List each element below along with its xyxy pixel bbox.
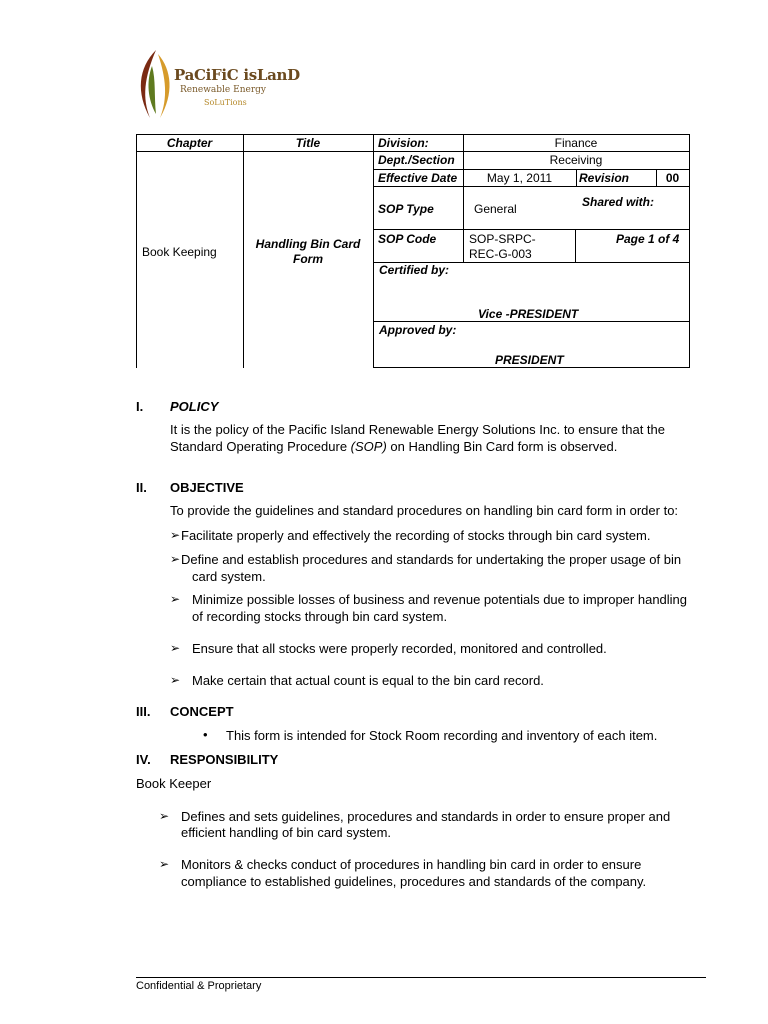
responsibility-bullet: Monitors & checks conduct of procedures in handling bin card in order to ensure — [181, 857, 642, 872]
approved-by-value: PRESIDENT — [495, 353, 564, 367]
responsibility-bullet-cont: efficient handling of bin card system. — [181, 825, 392, 840]
certified-by-label: Certified by: — [379, 263, 450, 277]
arrow-bullet-icon: ➢ — [170, 641, 181, 655]
policy-line1: It is the policy of the Pacific Island Renewable Energy Solutions Inc. to ensure that the — [170, 422, 666, 437]
rule — [689, 134, 690, 368]
revision-value: 00 — [665, 171, 680, 185]
rule — [373, 229, 690, 230]
certified-by-value: Vice -PRESIDENT — [478, 307, 579, 321]
responsibility-bullet: Defines and sets guidelines, procedures and standards in order to ensure proper and — [181, 809, 671, 824]
rule — [373, 367, 690, 368]
col-title-header: Title — [295, 136, 321, 150]
section-title-policy: POLICY — [170, 399, 219, 414]
sop-code-label: SOP Code — [378, 232, 437, 246]
rule — [575, 229, 576, 262]
logo-tagline-2: SoLuTions — [204, 98, 247, 107]
policy-line2 — [170, 438, 706, 455]
chapter-value: Book Keeping — [142, 245, 217, 259]
responsibility-role: Book Keeper — [136, 776, 212, 791]
company-logo — [136, 48, 300, 120]
revision-label: Revision — [579, 171, 630, 185]
rule — [136, 151, 373, 152]
responsibility-bullet-cont: compliance to established guidelines, procedures and standards of the company. — [181, 874, 647, 889]
approved-by-label: Approved by: — [379, 323, 457, 337]
effective-date-label: Effective Date — [378, 171, 458, 185]
logo-tagline: Renewable Energy — [180, 85, 266, 95]
arrow-bullet-icon: ➢ — [159, 857, 170, 871]
section-number: III. — [136, 704, 151, 719]
rule — [576, 169, 577, 186]
section-title-concept: CONCEPT — [170, 704, 234, 719]
objective-bullet-cont: of recording stocks through bin card system. — [192, 609, 448, 624]
rule — [136, 134, 137, 368]
objective-bullet: Ensure that all stocks were properly recorded, monitored and controlled. — [192, 641, 607, 656]
section-number: I. — [136, 399, 144, 414]
arrow-bullet-icon: ➢ — [170, 673, 181, 687]
dept-value: Receiving — [549, 153, 603, 167]
title-line1: Handling Bin Card — [255, 237, 361, 251]
sop-code-line1: SOP-SRPC- — [469, 232, 536, 246]
section-number: IV. — [136, 752, 151, 767]
arrow-bullet-icon: ➢ — [159, 809, 170, 823]
objective-bullet: Define and establish procedures and standards for undertaking the proper usage of bin — [181, 552, 682, 567]
rule — [243, 134, 244, 368]
concept-bullet: This form is intended for Stock Room recording and inventory of each item. — [226, 728, 658, 743]
sop-header-table — [136, 134, 690, 368]
objective-bullet-cont: card system. — [192, 569, 266, 584]
arrow-bullet-icon: ➢ — [170, 552, 181, 566]
footer-rule — [136, 977, 706, 978]
logo-wordmark: PaCiFiC isLanD — [174, 66, 300, 84]
division-label: Division: — [378, 136, 429, 150]
arrow-bullet-icon: ➢ — [170, 592, 181, 606]
rule — [373, 134, 374, 368]
shared-with-label: Shared with: — [582, 195, 655, 209]
sop-code-line2: REC-G-003 — [469, 247, 532, 261]
rule — [373, 186, 690, 187]
sop-type-value: General — [474, 202, 517, 216]
title-line2: Form — [293, 252, 323, 266]
policy-text: Standard Operating Procedure — [170, 439, 351, 454]
section-number: II. — [136, 480, 147, 495]
arrow-bullet-icon: ➢ — [170, 528, 181, 542]
page-number: Page 1 of 4 — [616, 232, 680, 246]
col-chapter-header: Chapter — [166, 136, 213, 150]
rule — [373, 151, 690, 152]
footer-text: Confidential & Proprietary — [136, 980, 262, 992]
objective-bullet: Minimize possible losses of business and revenue potentials due to improper handling — [192, 592, 688, 607]
objective-intro: To provide the guidelines and standard procedures on handling bin card form in order to: — [170, 503, 679, 518]
section-title-responsibility: RESPONSIBILITY — [170, 752, 279, 767]
division-value: Finance — [554, 136, 598, 150]
objective-bullet: Facilitate properly and effectively the recording of stocks through bin card system. — [181, 528, 651, 543]
objective-bullet: Make certain that actual count is equal to the bin card record. — [192, 673, 544, 688]
policy-sop-abbrev: (SOP) — [350, 439, 387, 454]
policy-text: on Handling Bin Card form is observed. — [386, 439, 618, 454]
dept-label: Dept./Section — [378, 153, 455, 167]
flame-leaf-icon — [136, 48, 176, 120]
rule — [373, 321, 690, 322]
rule — [373, 169, 690, 170]
rule — [136, 134, 690, 135]
sop-type-label: SOP Type — [378, 202, 434, 216]
dot-bullet-icon: • — [203, 727, 208, 742]
effective-date-value: May 1, 2011 — [486, 171, 553, 185]
section-title-objective: OBJECTIVE — [170, 480, 244, 495]
